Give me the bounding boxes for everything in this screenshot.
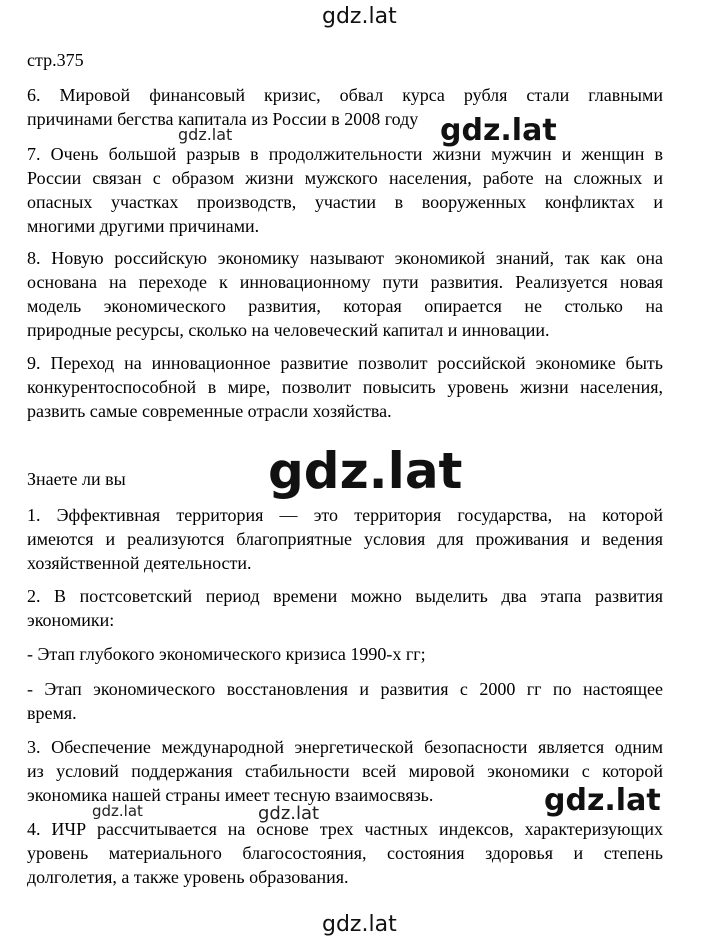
- section-title: Знаете ли вы: [27, 469, 126, 489]
- answer-8-line-2: основана на переходе к инновационному пути развития. Реализуется новая: [27, 272, 663, 292]
- watermark-large-2: gdz.lat: [544, 783, 661, 818]
- fact-3-line-2: из условий поддержания стабильности всей мировой экономики с которой: [27, 761, 663, 781]
- answer-7-line-1: 7. Очень большой разрыв в продолжительности жизни мужчин и женщин в: [27, 144, 663, 164]
- fact-2-line-1: 2. В постсоветский период времени можно выделить два этапа развития: [27, 586, 663, 606]
- watermark-bottom: gdz.lat: [322, 912, 397, 937]
- watermark-small-2: gdz.lat: [92, 802, 143, 820]
- watermark-huge: gdz.lat: [268, 442, 463, 500]
- answer-7-line-3: опасных участках производств, участии в вооруженных конфликтах и: [27, 192, 663, 212]
- fact-4-line-3: долголетия, а также уровень образования.: [27, 867, 349, 887]
- fact-1-line-1: 1. Эффективная территория — это территория государства, на которой: [27, 505, 663, 525]
- fact-4-line-1: 4. ИЧР рассчитывается на основе трех частных индексов, характеризующих: [27, 819, 663, 839]
- fact-2-item-1: - Этап глубокого экономического кризиса 1990-х гг;: [27, 644, 426, 664]
- fact-2-item-2-line-2: время.: [27, 703, 77, 723]
- answer-8-line-3: модель экономического развития, которая опирается не столько на: [27, 296, 663, 316]
- fact-2-line-2: экономики:: [27, 610, 115, 630]
- watermark-large-1: gdz.lat: [440, 113, 557, 148]
- answer-7-line-2: России связан с образом жизни мужского населения, работе на сложных и: [27, 168, 663, 188]
- answer-7-line-4: многими другими причинами.: [27, 216, 260, 236]
- fact-1-line-2: имеются и реализуются благоприятные условия для проживания и ведения: [27, 529, 663, 549]
- answer-9-line-2: конкурентоспособной в мире, позволит повысить уровень жизни населения,: [27, 377, 663, 397]
- fact-4-line-2: уровень материального благосостояния, состояния здоровья и степень: [27, 843, 663, 863]
- answer-9-line-1: 9. Переход на инновационное развитие позволит российской экономике быть: [27, 353, 663, 373]
- fact-2-item-2-line-1: - Этап экономического восстановления и развития с 2000 гг по настоящее: [27, 679, 663, 699]
- fact-1-line-3: хозяйственной деятельности.: [27, 553, 252, 573]
- answer-9-line-3: развить самые современные отрасли хозяйства.: [27, 401, 392, 421]
- watermark-small-3: gdz.lat: [258, 803, 320, 824]
- fact-3-line-1: 3. Обеспечение международной энергетической безопасности является одним: [27, 737, 663, 757]
- fact-3-line-3: экономика нашей страны имеет тесную взаимосвязь.: [27, 785, 434, 805]
- answer-6-line-1: 6. Мировой финансовый кризис, обвал курса рубля стали главными: [27, 85, 663, 105]
- answer-8-line-4: природные ресурсы, сколько на человеческий капитал и инновации.: [27, 320, 550, 340]
- watermark-top: gdz.lat: [322, 4, 397, 29]
- answer-6-line-2: причинами бегства капитала из России в 2008 году: [27, 109, 419, 129]
- answer-8-line-1: 8. Новую российскую экономику называют экономикой знаний, так как она: [27, 248, 663, 268]
- page-label: стр.375: [27, 50, 84, 70]
- watermark-small-1: gdz.lat: [178, 125, 233, 144]
